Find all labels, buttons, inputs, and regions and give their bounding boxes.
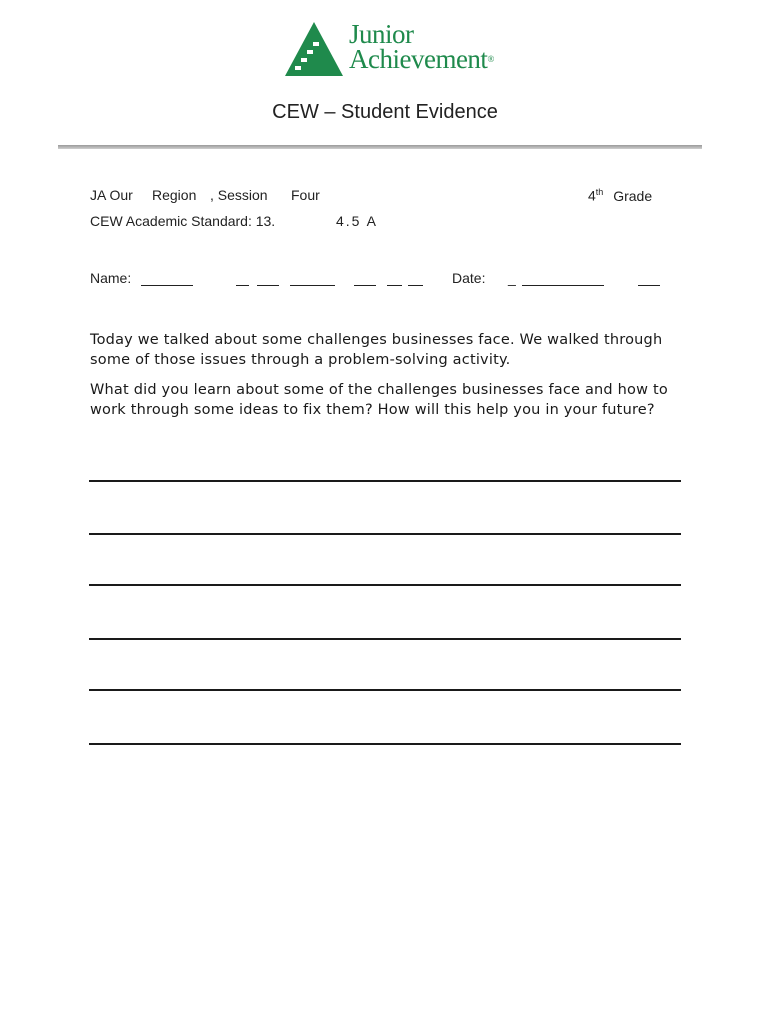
- title-divider: [58, 145, 702, 149]
- date-field-blank[interactable]: [638, 285, 660, 286]
- name-label: Name:: [90, 270, 132, 286]
- academic-standard-value: 4.5 A: [336, 213, 378, 229]
- logo-line-2: Achievement: [349, 44, 488, 74]
- name-field-blank[interactable]: [290, 285, 335, 286]
- logo-registered-mark: ®: [487, 54, 494, 64]
- answer-line[interactable]: [89, 480, 681, 482]
- name-field-blank[interactable]: [387, 285, 402, 286]
- logo-wordmark: [349, 19, 494, 74]
- answer-line[interactable]: [89, 533, 681, 535]
- answer-line[interactable]: [89, 638, 681, 640]
- session-value: Four: [291, 187, 320, 203]
- session-label: , Session: [210, 187, 268, 203]
- date-prefix: _: [508, 270, 516, 286]
- name-field-blank[interactable]: [408, 285, 423, 286]
- page-title: CEW – Student Evidence: [272, 101, 498, 123]
- logo-line-1: Junior: [349, 19, 414, 49]
- name-field-blank[interactable]: [236, 285, 249, 286]
- intro-paragraph: Today we talked about some challenges businesses face. We walked through some of those issues through a problem-solving activity.: [90, 332, 663, 368]
- junior-achievement-triangle-icon: [285, 22, 343, 76]
- answer-line[interactable]: [89, 743, 681, 745]
- junior-achievement-logo: [285, 19, 505, 78]
- region-label: Region: [152, 187, 197, 203]
- name-field-blank[interactable]: [354, 285, 376, 286]
- name-field-blank[interactable]: [257, 285, 279, 286]
- name-field-blank[interactable]: [141, 285, 193, 286]
- grade-number: 4: [588, 187, 596, 204]
- grade-label: Grade: [613, 187, 653, 204]
- answer-line[interactable]: [89, 689, 681, 691]
- date-label: Date:: [452, 270, 486, 286]
- date-field-blank[interactable]: [522, 285, 604, 286]
- answer-line[interactable]: [89, 584, 681, 586]
- grade-indicator: [588, 187, 652, 204]
- ja-our-label: JA Our: [90, 187, 133, 203]
- grade-suffix: th: [595, 187, 604, 197]
- question-paragraph: What did you learn about some of the challenges businesses face and how to work through some ideas to fix them? How will this help you in your future?: [90, 382, 668, 418]
- academic-standard-label: CEW Academic Standard: 13.: [90, 213, 276, 229]
